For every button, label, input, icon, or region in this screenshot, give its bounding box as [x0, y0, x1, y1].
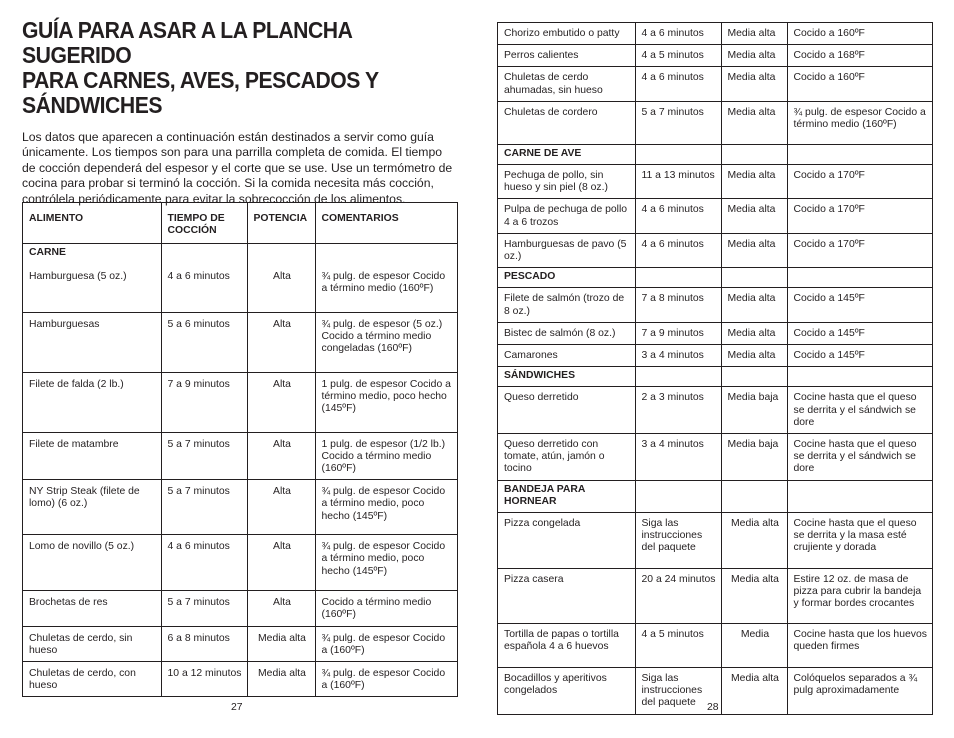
food-cell: Hamburguesas de pavo (5 oz.) [498, 233, 635, 267]
category-empty-cell [635, 268, 721, 288]
table-row [498, 434, 932, 481]
food-cell: Pulpa de pechuga de pollo 4 a 6 trozos [498, 199, 635, 233]
table-row [498, 569, 932, 624]
time-cell: 4 a 5 minutos [635, 624, 721, 668]
category-row [498, 480, 932, 512]
category-empty-cell [787, 480, 932, 512]
page-title [22, 18, 454, 118]
power-cell: Alta [247, 432, 315, 480]
power-cell: Alta [247, 312, 315, 372]
comments-cell: Cocido a 160ºF [787, 67, 932, 101]
comments-cell: Cocine hasta que el queso se derrita y el sándwich se dore [787, 387, 932, 434]
time-cell: 3 a 4 minutos [635, 345, 721, 367]
table-row [498, 322, 932, 344]
power-cell: Media baja [721, 434, 787, 481]
power-cell: Alta [247, 535, 315, 591]
power-cell: Media alta [721, 569, 787, 624]
power-cell: Media alta [721, 345, 787, 367]
comments-cell: Cocido a 170ºF [787, 199, 932, 233]
power-cell: Media baja [721, 387, 787, 434]
category-empty-cell [721, 367, 787, 387]
table-row [23, 372, 457, 432]
time-cell: 5 a 7 minutos [161, 432, 247, 480]
comments-cell: ¾ pulg. de espesor Cocido a (160ºF) [315, 626, 457, 661]
category-row-carne [23, 243, 457, 265]
time-cell: 3 a 4 minutos [635, 434, 721, 481]
header-comentarios: COMENTARIOS [315, 203, 457, 243]
table-row [498, 387, 932, 434]
power-cell: Media alta [721, 45, 787, 67]
time-cell: 5 a 7 minutos [635, 101, 721, 144]
table-row [23, 661, 457, 696]
time-cell: 4 a 6 minutos [161, 535, 247, 591]
intro-paragraph: Los datos que aparecen a continuación están destinados a servir como guía únicamente. Los tiempos son para una parrilla completa de comida. El tiempo de cocción dependerá del espesor y el corte que se use. Use un termómetro de cocina para probar si terminó la cocción. Si la comida necesita más cocción, contrólela periódicamente para evitar la sobrecocción de los alimentos. [22, 130, 453, 206]
category-label: CARNE [29, 246, 66, 258]
table-row [498, 288, 932, 322]
food-cell: Queso derretido [498, 387, 635, 434]
comments-cell: Cocido a 168ºF [787, 45, 932, 67]
power-cell: Media alta [247, 626, 315, 661]
power-cell: Alta [247, 591, 315, 626]
comments-cell: Estire 12 oz. de masa de pizza para cubrir la bandeja y formar bordes crocantes [787, 569, 932, 624]
food-cell: Hamburguesa (5 oz.) [23, 265, 161, 312]
power-cell: Media [721, 624, 787, 668]
time-cell: 7 a 9 minutos [635, 322, 721, 344]
table-row [498, 101, 932, 144]
comments-cell: 1 pulg. de espesor (1/2 lb.) Cocido a término medio (160ºF) [315, 432, 457, 480]
power-cell: Media alta [721, 322, 787, 344]
food-cell: Chuletas de cerdo ahumadas, sin hueso [498, 67, 635, 101]
time-cell: 10 a 12 minutos [161, 661, 247, 696]
time-cell: 4 a 6 minutos [635, 233, 721, 267]
power-cell: Media alta [721, 233, 787, 267]
food-cell: Tortilla de papas o tortilla española 4 a 6 huevos [498, 624, 635, 668]
category-empty-cell [635, 144, 721, 164]
power-cell: Alta [247, 480, 315, 535]
food-cell: Lomo de novillo (5 oz.) [23, 535, 161, 591]
category-row [498, 367, 932, 387]
table-left [23, 203, 457, 696]
time-cell: 20 a 24 minutos [635, 569, 721, 624]
time-cell: 2 a 3 minutos [635, 387, 721, 434]
power-cell: Media alta [721, 165, 787, 199]
table-row [498, 233, 932, 267]
food-cell: Brochetas de res [23, 591, 161, 626]
power-cell: Media alta [721, 199, 787, 233]
title-line-2: PARA CARNES, AVES, PESCADOS Y [22, 67, 379, 93]
power-cell: Media alta [247, 661, 315, 696]
category-label: PESCADO [498, 268, 635, 288]
time-cell: 4 a 6 minutos [635, 199, 721, 233]
comments-cell: Cocido a 170ºF [787, 233, 932, 267]
time-cell: 5 a 6 minutos [161, 312, 247, 372]
left-page-header [22, 18, 458, 207]
page-number-right: 28 [707, 702, 719, 713]
comments-cell: Cocido a 145ºF [787, 345, 932, 367]
food-cell: Filete de salmón (trozo de 8 oz.) [498, 288, 635, 322]
comments-cell: Cocine hasta que el queso se derrita y la masa esté crujiente y dorada [787, 513, 932, 569]
time-cell: 4 a 5 minutos [635, 45, 721, 67]
food-cell: Pizza casera [498, 569, 635, 624]
time-cell: 6 a 8 minutos [161, 626, 247, 661]
food-cell: Chuletas de cordero [498, 101, 635, 144]
comments-cell: ¾ pulg. de espesor Cocido a término medio, poco hecho (145ºF) [315, 535, 457, 591]
time-cell: 7 a 8 minutos [635, 288, 721, 322]
table-header-row [23, 203, 457, 243]
power-cell: Media alta [721, 513, 787, 569]
food-cell: Pizza congelada [498, 513, 635, 569]
header-potencia: POTENCIA [247, 203, 315, 243]
category-empty-cell [787, 367, 932, 387]
table-row [23, 591, 457, 626]
food-cell: Filete de matambre [23, 432, 161, 480]
comments-cell: Cocido a término medio (160ºF) [315, 591, 457, 626]
title-line-1: GUÍA PARA ASAR A LA PLANCHA SUGERIDO [22, 17, 352, 68]
category-row [498, 144, 932, 164]
table-row [498, 624, 932, 668]
table-row [23, 480, 457, 535]
food-cell: Bistec de salmón (8 oz.) [498, 322, 635, 344]
time-cell: 11 a 13 minutos [635, 165, 721, 199]
category-empty-cell [635, 367, 721, 387]
category-label: SÁNDWICHES [498, 367, 635, 387]
category-empty-cell [721, 144, 787, 164]
food-cell: Filete de falda (2 lb.) [23, 372, 161, 432]
table-row [498, 513, 932, 569]
food-cell: Pechuga de pollo, sin hueso y sin piel (8 oz.) [498, 165, 635, 199]
table-row [498, 45, 932, 67]
comments-cell: ¾ pulg. de espesor Cocido a término medio (160ºF) [787, 101, 932, 144]
title-line-3: SÁNDWICHES [22, 92, 162, 118]
table-row [23, 265, 457, 312]
time-cell: 5 a 7 minutos [161, 591, 247, 626]
header-tiempo: TIEMPO DE COCCIÓN [161, 203, 247, 243]
category-empty-cell [721, 268, 787, 288]
comments-cell: Cocido a 145ºF [787, 322, 932, 344]
table-row [23, 626, 457, 661]
table-row [23, 535, 457, 591]
food-cell: NY Strip Steak (filete de lomo) (6 oz.) [23, 480, 161, 535]
food-cell: Camarones [498, 345, 635, 367]
power-cell: Alta [247, 372, 315, 432]
category-row [498, 268, 932, 288]
comments-cell: Cocido a 170ºF [787, 165, 932, 199]
food-cell: Chuletas de cerdo, con hueso [29, 667, 136, 692]
power-cell: Media alta [721, 23, 787, 45]
table-row [23, 312, 457, 372]
comments-cell: Cocine hasta que los huevos queden firmes [787, 624, 932, 668]
grilling-table-left [22, 202, 458, 697]
food-cell: Hamburguesas [23, 312, 161, 372]
table-row [498, 23, 932, 45]
time-cell: 4 a 6 minutos [161, 265, 247, 312]
time-cell: 5 a 7 minutos [161, 480, 247, 535]
time-cell: Siga las instrucciones del paquete [635, 513, 721, 569]
category-empty-cell [787, 268, 932, 288]
food-cell: Bocadillos y aperitivos congelados [504, 673, 607, 697]
category-label: BANDEJA PARA HORNEAR [498, 480, 635, 512]
table-row [23, 432, 457, 480]
power-cell: Media alta [721, 101, 787, 144]
comments-cell: ¾ pulg. de espesor Cocido a término medio, poco hecho (145ºF) [315, 480, 457, 535]
category-empty-cell [787, 144, 932, 164]
comments-cell: Cocine hasta que el queso se derrita y el sándwich se dore [787, 434, 932, 481]
power-cell: Alta [247, 265, 315, 312]
comments-cell: Cocido a 160ºF [787, 23, 932, 45]
food-cell: Chorizo embutido o patty [498, 23, 635, 45]
comments-cell: ¾ pulg. de espesor Cocido a (160ºF) [315, 661, 457, 696]
comments-cell: Cocido a 145ºF [787, 288, 932, 322]
comments-cell: ¾ pulg. de espesor Cocido a término medio (160ºF) [315, 265, 457, 312]
table-row [498, 165, 932, 199]
grilling-table-right [497, 22, 933, 715]
food-cell: Chuletas de cerdo, sin hueso [23, 626, 161, 661]
category-empty-cell [635, 480, 721, 512]
time-cell: 4 a 6 minutos [635, 67, 721, 101]
header-alimento: ALIMENTO [23, 203, 161, 243]
power-cell: Media alta [721, 67, 787, 101]
power-cell: Media alta [721, 288, 787, 322]
category-empty-cell [721, 480, 787, 512]
table-right [498, 23, 932, 714]
table-row [498, 67, 932, 101]
comments-cell: Colóquelos separados a ¾ pulg aproximadamente [787, 668, 932, 714]
food-cell: Queso derretido con tomate, atún, jamón o tocino [498, 434, 635, 481]
power-cell: Media alta [721, 668, 787, 714]
comments-cell: ¾ pulg. de espesor (5 oz.) Cocido a término medio congeladas (160ºF) [315, 312, 457, 372]
time-cell: Siga las instrucciones del paquete [635, 668, 721, 714]
table-row [498, 199, 932, 233]
time-cell: 7 a 9 minutos [161, 372, 247, 432]
category-label: CARNE DE AVE [498, 144, 635, 164]
time-cell: 4 a 6 minutos [635, 23, 721, 45]
food-cell: Perros calientes [498, 45, 635, 67]
comments-cell: 1 pulg. de espesor Cocido a término medio, poco hecho (145ºF) [315, 372, 457, 432]
table-row [498, 345, 932, 367]
page-number-left: 27 [231, 702, 243, 713]
